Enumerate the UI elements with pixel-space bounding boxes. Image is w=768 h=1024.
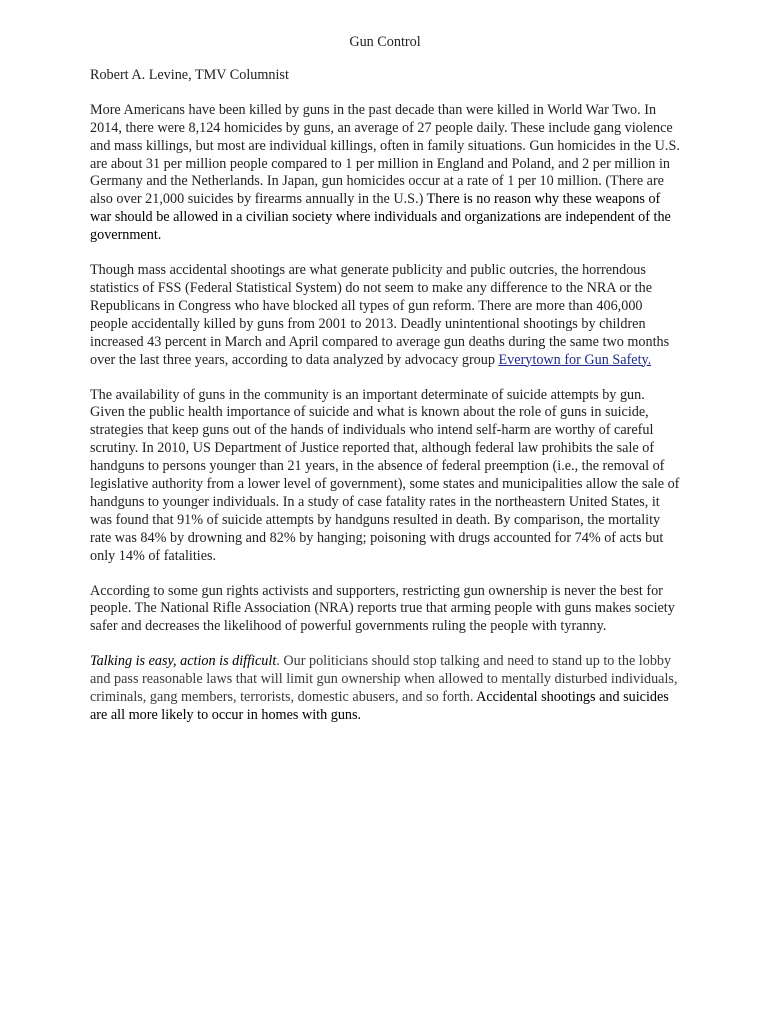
paragraph-3: The availability of guns in the community is an important determinate of suicide attempts by gun. Given the public health importance of suicide and what is known about the role of guns in suicide, strategies that keep guns out of the hands of individuals who intend self-harm are worthy of careful scrutiny. In 2010, US Department of Justice reported that, although federal law prohibits the sale of handguns to persons younger than 21 years, in the absence of federal preemption (i.e., the removal of legislative authority from a lower level of government), some states and municipalities allow the sale of handguns to younger individuals. In a study of case fatality rates in the northeastern United States, it was found that 91% of suicide attempts by handguns resulted in death. By comparison, the mortality rate was 84% by drowning and 82% by hanging; poisoning with drugs accounted for 74% of acts but only 14% of fatalities.	[90, 386, 680, 564]
paragraph-1-text: More Americans have been killed by guns in the past decade than were killed in World War Two. In 2014, there were 8,124 homicides by guns, an average of 27 people daily. These include gang violence and mass killings, but most are individual killings, often in family situations. Gun homicides in the U.S. are about 31 per million people compared to 1 per million in England and Poland, and 2 per million in Germany and the Netherlands. In Japan, gun homicides occur at a rate of 1 per 10 million. (There are also over 21,000 suicides by firearms annually in the U.S.)	[90, 101, 680, 208]
paragraph-5	[90, 653, 680, 725]
document-body	[90, 34, 680, 742]
paragraph-5-italic: Talking is easy, action is difficult	[90, 653, 277, 670]
author-byline: Robert A. Levine, TMV Columnist	[90, 66, 289, 83]
paragraph-1-conclusion: There is no reason why these weapons of war should be allowed in a civilian society where individuals and organizations are independent of the government.	[90, 191, 671, 244]
paragraph-4: According to some gun rights activists and supporters, restricting gun ownership is never the best for people. The National Rifle Association (NRA) reports true that arming people with guns makes society safer and decreases the likelihood of powerful governments ruling the people with tyranny.	[90, 582, 675, 635]
everytown-link[interactable]: Everytown for Gun Safety.	[498, 351, 652, 368]
paragraph-5-text: . Our politicians should stop talking and need to stand up to the lobby and pass reasonable laws that will limit gun ownership when allowed to mentally disturbed individuals, criminals, gang members, terrorists, domestic abusers, and so forth.	[90, 653, 678, 706]
paragraph-2	[90, 262, 680, 369]
paragraph-1	[90, 102, 680, 245]
paragraph-2-text: Though mass accidental shootings are what generate publicity and public outcries, the horrendous statistics of FSS (Federal Statistical System) do not seem to make any difference to the NRA or the Republicans in Congress who have blocked all types of gun reform. There are more than 406,000 people accidentally killed by guns from 2001 to 2013. Deadly unintentional shootings by children increased 43 percent in March and April compared to average gun deaths during the same two months over the last three years, according to data analyzed by advocacy group	[90, 262, 670, 368]
paragraph-5-conclusion: Accidental shootings and suicides are all more likely to occur in homes with guns.	[90, 689, 669, 723]
document-title: Gun Control	[349, 34, 421, 50]
